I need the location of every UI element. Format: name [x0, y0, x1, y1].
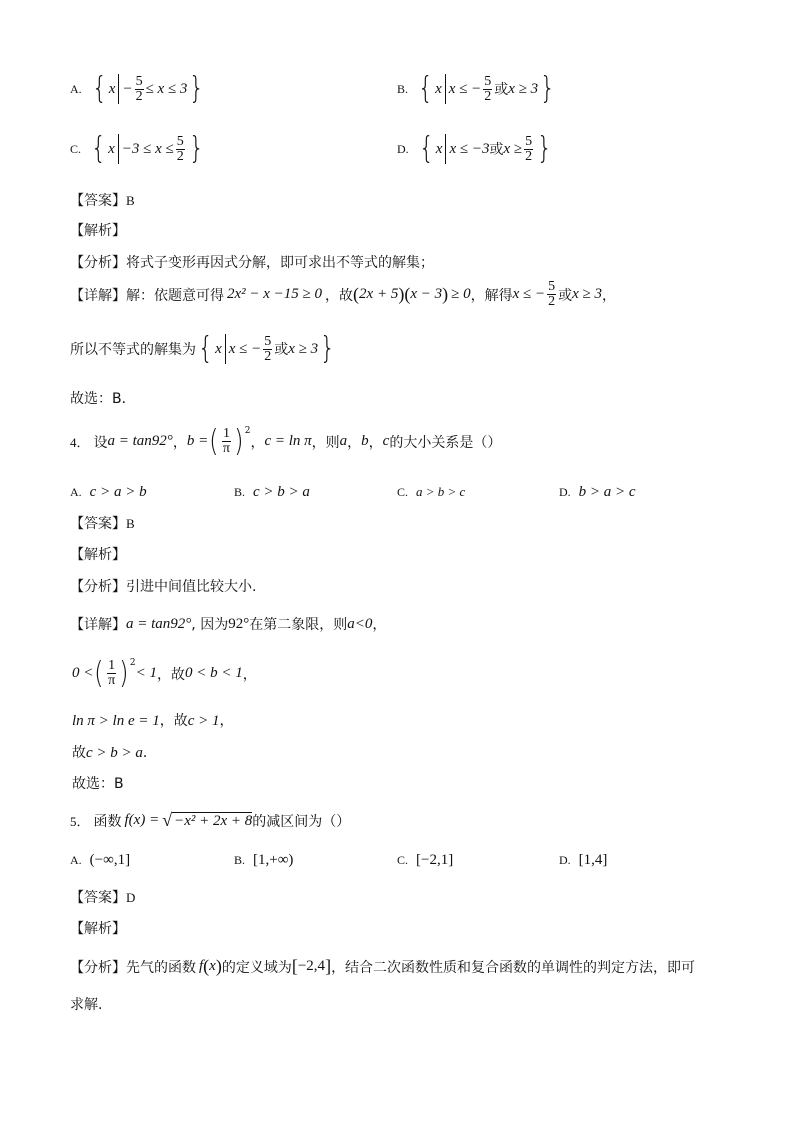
q4-analysis-heading: 【解析】 [70, 547, 126, 563]
q4-fenxi: 【分析】引进中间值比较大小. [70, 579, 257, 595]
q3-choose: 故选：B． [70, 391, 136, 407]
q4-detail-3: ln π > ln e = 1，故c > 1， [72, 713, 234, 729]
q3-detail: 【详解】 解：依题意可得 2x² − x −15 ≥ 0 ，故 ( 2x + 5 ) ( x − 3 ) ≥ 0 ，解得 x ≤ − $\frac{5}{2}$ 或 x ≥ 3 ， [70, 279, 616, 309]
q3-analysis-heading: 【解析】 [70, 223, 126, 239]
q4-option-d: D. b > a > c [559, 484, 636, 500]
q5-stem: 5． 函数 f(x) = √ −x² + 2x + 8 的减区间为（） [70, 810, 351, 830]
q5-fenxi-cont: 求解. [70, 997, 103, 1013]
q5-answer: 【答案】D [70, 890, 136, 906]
q3-option-d: D. { x x ≤ −3 或 x ≥ $\frac{5}{2}$ } [397, 131, 553, 166]
q3-answer: 【答案】B [70, 193, 135, 209]
fraction: $\frac{5}{2}$ [525, 133, 533, 164]
q4-option-a: A. c > a > b [70, 484, 147, 500]
q4-detail-4: 故c > b > a． [72, 745, 157, 761]
q5-fenxi: 【分析】 先气的函数 f ( x ) 的定义域为 [ −2,4 ] ，结合二次函数性质和复合函数的单调性的判定方法，即可 [70, 956, 696, 976]
q3-option-c: C. { x −3 ≤ x ≤ $\frac{5}{2}$ } [70, 131, 204, 166]
fraction: $\frac{5}{2}$ [484, 73, 492, 104]
fraction: $\frac{5}{2}$ [135, 73, 143, 104]
q5-option-b: B. [1,+∞) [234, 852, 294, 868]
q3-fenxi: 【分析】将式子变形再因式分解，即可求出不等式的解集； [70, 255, 434, 271]
fraction: $\frac{1}{\pi}$ [108, 658, 116, 688]
q4-choose: 故选：B [72, 776, 124, 792]
option-label: B. [397, 81, 409, 96]
q5-option-d: D. [1,4] [559, 852, 608, 868]
option-label: D. [397, 141, 409, 156]
fraction: $\frac{1}{\pi}$ [222, 426, 230, 456]
q4-option-c: C. a > b > c [397, 484, 466, 499]
q4-detail-2: 0 < ( $\frac{1}{\pi}$ ) $^2$ < 1 ，故 0 < b < 1 ， [72, 656, 257, 691]
q4-detail-1: 【详解】 a = tan92° , 因为 92° 在第二象限，则 a<0 ， [70, 615, 387, 633]
q5-option-a: A. (−∞,1] [70, 852, 131, 868]
q3-option-b: B. { x x ≤ − $\frac{5}{2}$ 或 x ≥ 3 } [397, 71, 556, 106]
q5-analysis-heading: 【解析】 [70, 921, 126, 937]
option-label: C. [70, 141, 82, 156]
fraction: $\frac{5}{2}$ [264, 333, 272, 364]
fraction: $\frac{5}{2}$ [548, 279, 556, 309]
option-label: A. [70, 81, 82, 96]
q3-option-a: A. { x − $\frac{5}{2}$ ≤ x ≤ 3 } [70, 71, 205, 106]
q4-option-b: B. c > b > a [234, 484, 310, 500]
fraction: $\frac{5}{2}$ [176, 133, 184, 164]
q4-answer: 【答案】B [70, 516, 135, 532]
q5-option-c: C. [−2,1] [397, 852, 454, 868]
q4-stem: 4． 设 a = tan92° ， b = ( $\frac{1}{\pi}$ ) $^2$ ， c = ln π ，则 a ， b ， c 的大小关系是（） [70, 424, 502, 459]
q3-conclusion: 所以不等式的解集为 { x x ≤ − $\frac{5}{2}$ 或 x ≥ 3 } [70, 331, 336, 366]
